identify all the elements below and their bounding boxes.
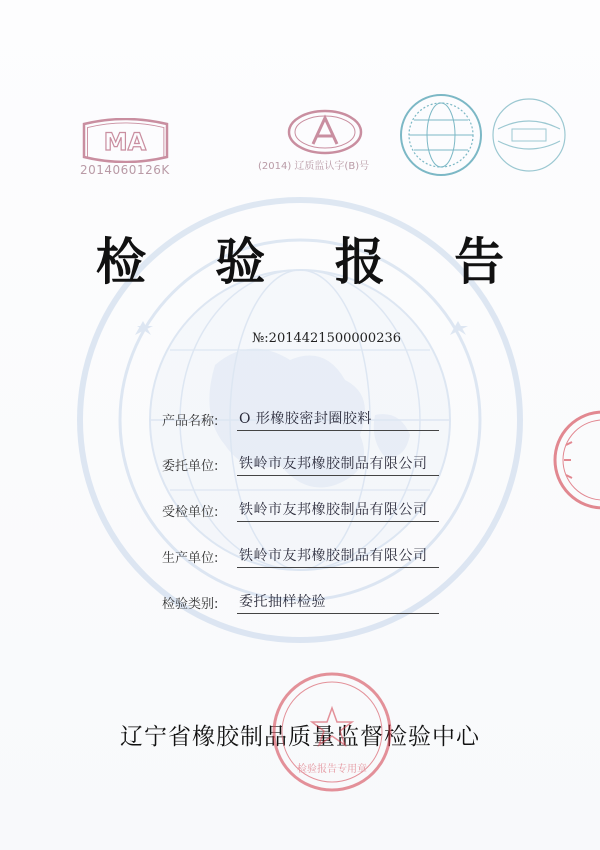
ma-logo-text: MA	[103, 128, 147, 156]
field-label: 委托单位:	[162, 459, 219, 474]
seal-stamp-partial-icon	[548, 405, 600, 515]
field-label: 受检单位:	[162, 505, 219, 520]
ma-certification-logo	[78, 118, 173, 163]
field-label: 产品名称:	[162, 414, 219, 429]
field-value: 铁岭市友邦橡胶制品有限公司	[237, 453, 439, 476]
field-value: 铁岭市友邦橡胶制品有限公司	[237, 499, 439, 522]
field-value: 委托抽样检验	[237, 591, 439, 614]
cal-certificate-code: (2014) 辽质监认字(B)号	[258, 161, 370, 172]
report-number: №:2014421500000236	[252, 331, 402, 346]
ilac-mark-icon	[488, 95, 570, 175]
field-value: 铁岭市友邦橡胶制品有限公司	[237, 545, 439, 568]
accreditation-seal-icon	[398, 92, 484, 178]
field-label: 生产单位:	[162, 551, 219, 566]
official-seal-stamp	[268, 668, 396, 796]
stamp-text: 检验报告专用章	[297, 764, 367, 775]
field-value: O 形橡胶密封圈胶料	[237, 408, 439, 431]
document-title: 检 验 报 告	[95, 233, 531, 291]
cal-certification-logo	[285, 108, 365, 156]
issuing-organization: 辽宁省橡胶制品质量监督检验中心	[120, 724, 480, 750]
ma-certificate-code: 2014060126K	[80, 163, 170, 177]
field-label: 检验类别:	[162, 597, 219, 612]
